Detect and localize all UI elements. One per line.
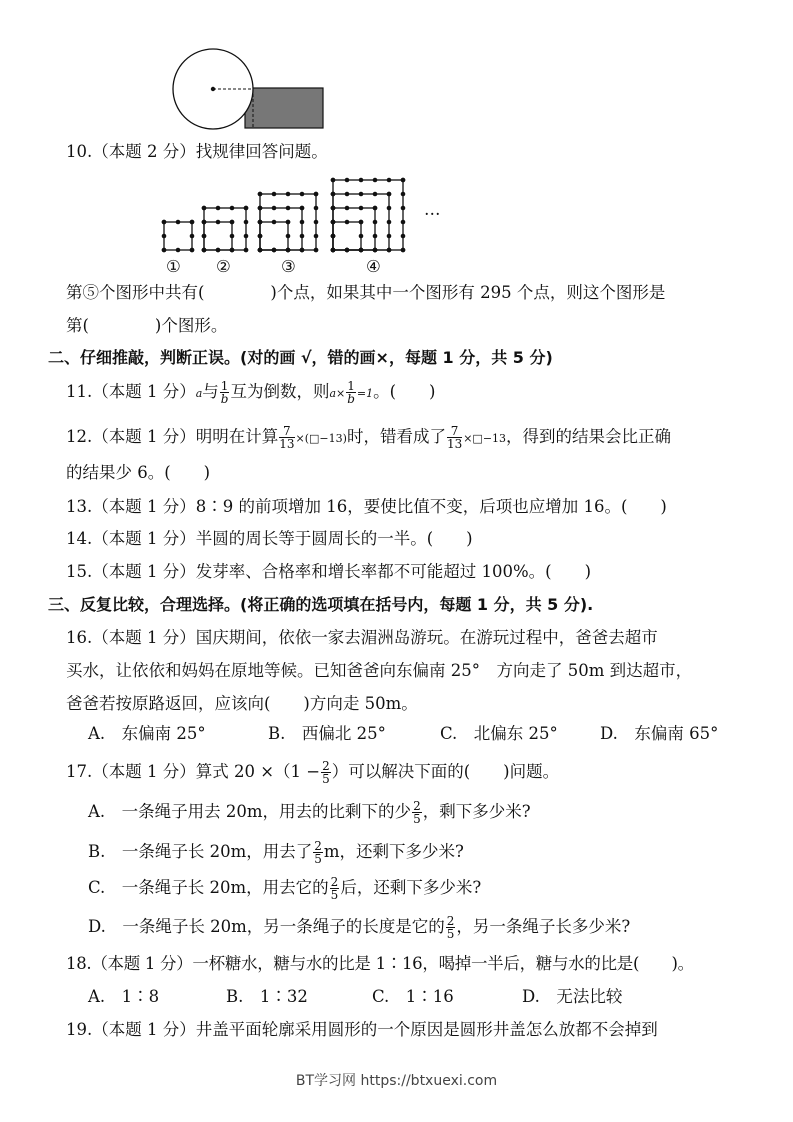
q17: 17.（本题 1 分）算式 20 ×（1 − $\frac{2}{5}$ ）可以解决下面的( )问题。: [66, 759, 560, 786]
ellipsis: …: [424, 200, 441, 219]
label-3: ③: [281, 257, 296, 276]
pattern-2: [202, 206, 249, 253]
footer-watermark: BT学习网 https://btxuexi.com: [295, 1073, 498, 1089]
q18-option-c: C. 1∶16: [372, 987, 454, 1006]
circle-rectangle-figure: [165, 48, 335, 134]
q18-option-b: B. 1∶32: [226, 987, 308, 1006]
q10-line1: 第⑤个图形中共有( )个点，如果其中一个图形有 295 个点，则这个图形是: [66, 283, 666, 302]
q16-option-d: D. 东偏南 65°: [600, 724, 719, 743]
q17-option-b: B. 一条绳子长 20m，用去了 $\frac{2}{5}$ m，还剩下多少米?: [88, 839, 464, 866]
q18-option-d: D. 无法比较: [522, 987, 623, 1006]
q16-option-b: B. 西偏北 25°: [268, 724, 386, 743]
q16-option-a: A. 东偏南 25°: [88, 724, 206, 743]
q16-line2: 买水，让依依和妈妈在原地等候。已知爸爸向东偏南 25° 方向走了 50m 到达超市，: [66, 661, 693, 680]
label-2: ②: [216, 257, 231, 276]
q15: 15.（本题 1 分）发芽率、合格率和增长率都不可能超过 100%。( ): [66, 562, 592, 581]
q13: 13.（本题 1 分）8∶9 的前项增加 16，要使比值不变，后项也应增加 16。( ): [66, 497, 667, 516]
section-2-title: 二、仔细推敲，判断正误。(对的画 √，错的画×，每题 1 分，共 5 分): [48, 348, 553, 367]
q12: 12.（本题 1 分）明明在计算 $\frac{7}{13}$ ×(□−13)时，错看成了 $\frac{7}{13}$ ×□−13，得到的结果会比正确: [66, 424, 672, 451]
section-3-title: 三、反复比较，合理选择。(将正确的选项填在括号内，每题 1 分，共 5 分).: [48, 595, 594, 614]
q19: 19.（本题 1 分）井盖平面轮廓采用圆形的一个原因是圆形井盖怎么放都不会掉到: [66, 1020, 658, 1039]
q16-line3: 爸爸若按原路返回，应该向( )方向走 50m。: [66, 694, 418, 713]
q17-option-c: C. 一条绳子长 20m，用去它的 $\frac{2}{5}$ 后，还剩下多少米?: [88, 875, 482, 902]
q16-option-c: C. 北偏东 25°: [440, 724, 558, 743]
q14: 14.（本题 1 分）半圆的周长等于圆周长的一半。( ): [66, 529, 473, 548]
q17-option-a: A. 一条绳子用去 20m，用去的比剩下的少 $\frac{2}{5}$ ，剩下多少米?: [88, 799, 531, 826]
q18: 18.（本题 1 分）一杯糖水，糖与水的比是 1∶16，喝掉一半后，糖与水的比是( )。: [66, 954, 694, 973]
q11: 11.（本题 1 分）a与 $\frac{1}{b}$ 互为倒数，则a× $\frac{1}{b}$ =1。( ): [66, 379, 436, 406]
pattern-1: [162, 220, 195, 253]
q10-title: 10.（本题 2 分）找规律回答问题。: [66, 142, 328, 161]
q18-option-a: A. 1∶8: [88, 987, 160, 1006]
q16-line1: 16.（本题 1 分）国庆期间，依依一家去湄洲岛游玩。在游玩过程中，爸爸去超市: [66, 628, 658, 647]
label-1: ①: [166, 257, 181, 276]
pattern-3: [258, 192, 319, 253]
label-4: ④: [366, 257, 381, 276]
q12-line2: 的结果少 6。( ): [66, 463, 211, 482]
q10-line2: 第( )个图形。: [66, 316, 228, 335]
q17-option-d: D. 一条绳子长 20m，另一条绳子的长度是它的 $\frac{2}{5}$ ，另一条绳子长多少米?: [88, 914, 631, 941]
dot-pattern-figure: [150, 162, 440, 258]
pattern-4: [331, 178, 406, 253]
